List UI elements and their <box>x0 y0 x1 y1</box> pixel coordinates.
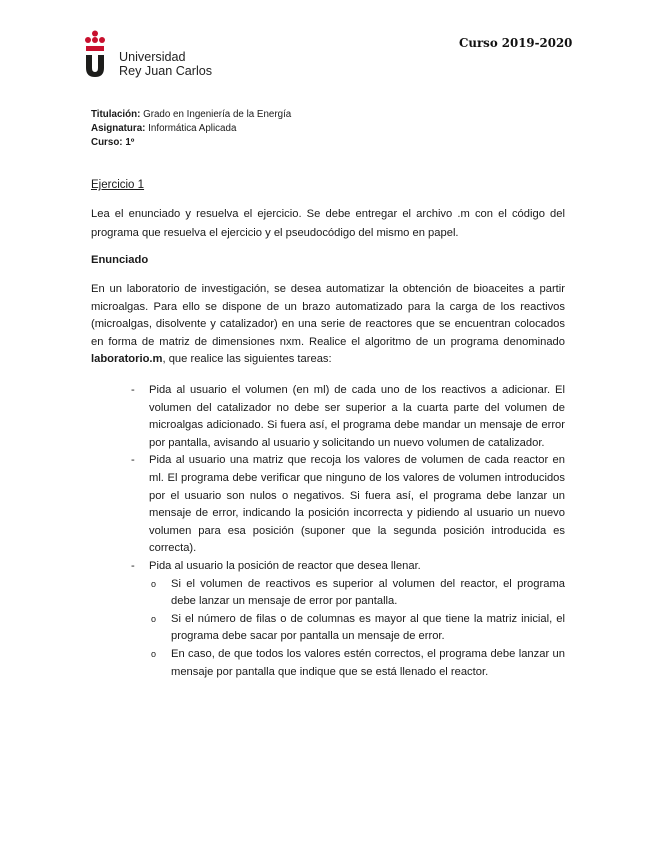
task-list <box>131 382 565 681</box>
task-text-2: Pida al usuario una matriz que recoja los valores de volumen de cada reactor en ml. El programa debe verificar que ninguno de los valores de volumen introducidos por el usuario son nulos o negativos. Si fuera así, el programa debe lanzar un mensaje de error, indicando la posición incorrecta y pidiendo al usuario un nuevo volumen para esa posición (suponer que la segunda posición introducida es correcta). <box>149 454 565 555</box>
subtask-item-2 <box>113 611 565 646</box>
task-item-3 <box>131 558 565 576</box>
dash-bullet: - <box>131 559 135 572</box>
exercise-intro: Lea el enunciado y resuelva el ejercicio. Se debe entregar el archivo .m con el código del programa que resuelva el ejercicio y el pseudocódigo del mismo en papel. <box>91 208 565 239</box>
meta-curso <box>91 136 291 150</box>
task-item-1 <box>131 382 565 452</box>
enunciado-paragraph <box>91 281 565 369</box>
meta-asignatura-value: Informática Aplicada <box>148 123 237 134</box>
enunciado-text-before: En un laboratorio de investigación, se desea automatizar la obtención de bioaceites a partir microalgas. Para ello se dispone de un brazo automatizado para la carga de los reactivos (microalgas, disolvente y catalizador) en una serie de reactores que se encuentran colocados en forma de matriz de dimensiones nxm. Realice el algoritmo de un programa denominado <box>91 283 565 348</box>
program-name: laboratorio.m <box>91 353 163 366</box>
document-meta <box>91 108 291 150</box>
subtask-text-3: En caso, de que todos los valores estén correctos, el programa debe lanzar un mensaje por pantalla que indique que se está llenado el reactor. <box>171 647 565 678</box>
task-item-2 <box>131 452 565 558</box>
enunciado-title: Enunciado <box>91 254 149 266</box>
task-text-3: Pida al usuario la posición de reactor que desea llenar. <box>149 559 421 572</box>
exercise-title: Ejercicio 1 <box>91 179 145 191</box>
subtask-list <box>113 576 565 682</box>
meta-curso-label: Curso: <box>91 137 123 148</box>
subtask-item-1 <box>113 576 565 611</box>
urjc-logo-icon <box>84 30 106 78</box>
meta-titulacion-value: Grado en Ingeniería de la Energía <box>143 109 292 120</box>
dash-bullet: - <box>131 454 135 467</box>
enunciado-text-after: , que realice las siguientes tareas: <box>162 353 332 366</box>
subtask-text-1: Si el volumen de reactivos es superior al volumen del reactor, el programa debe lanzar un mensaje de error por pantalla. <box>171 577 565 608</box>
university-name <box>119 50 212 78</box>
course-year: Curso 2019-2020 <box>459 36 573 50</box>
task-text-1: Pida al usuario el volumen (en ml) de cada uno de los reactivos a adicionar. El volumen del catalizador no debe ser superior a la cuarta parte del volumen de microalgas adicionado. Si fuera así, el programa debe mandar un mensaje de error por pantalla, avisando al usuario y solicitando un nuevo volumen de catalizador. <box>149 384 565 449</box>
meta-curso-value: 1º <box>125 137 135 148</box>
university-line-2: Rey Juan Carlos <box>119 64 213 78</box>
meta-titulacion <box>91 108 291 122</box>
meta-asignatura <box>91 122 291 136</box>
university-logo <box>84 30 214 80</box>
circle-bullet-icon: o <box>151 648 157 659</box>
dash-bullet: - <box>131 384 135 396</box>
meta-titulacion-label: Titulación: <box>91 109 141 120</box>
subtask-text-2: Si el número de filas o de columnas es mayor al que tiene la matriz inicial, el programa debe sacar por pantalla un mensaje de error. <box>171 612 565 643</box>
circle-bullet-icon: o <box>151 613 157 624</box>
subtask-item-3 <box>113 646 565 681</box>
meta-asignatura-label: Asignatura: <box>91 123 146 134</box>
circle-bullet-icon: o <box>151 578 157 589</box>
university-line-1: Universidad <box>119 50 186 64</box>
